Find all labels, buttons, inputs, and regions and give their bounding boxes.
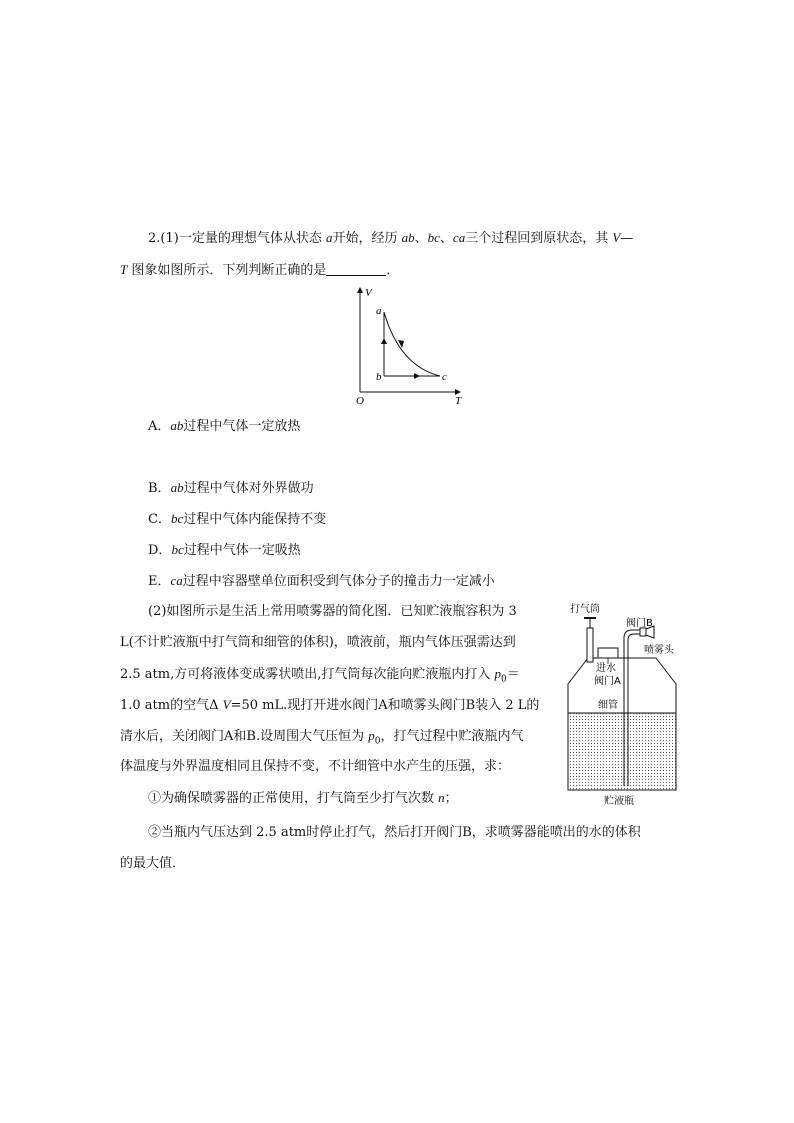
- option-text: 过程中气体内能保持不变: [183, 512, 327, 527]
- var-v: V: [612, 230, 621, 245]
- option-process: ca: [170, 573, 183, 588]
- part2-text: ，打气过程中贮液瓶内气: [380, 729, 524, 744]
- p0-subscript: 0: [501, 674, 507, 685]
- option-letter: B．: [148, 481, 171, 496]
- part2-text: 清水后，关闭阀门A和B.设周围大气压恒为: [120, 729, 369, 744]
- state-a: a: [325, 230, 333, 245]
- part2-line-5: [120, 727, 523, 751]
- process-ca-curve: [384, 312, 440, 376]
- sprayer-figure: [560, 598, 690, 808]
- option-text: 过程中气体一定吸热: [183, 543, 301, 558]
- subquestion-1: [148, 789, 458, 808]
- option-letter: A．: [148, 419, 171, 434]
- label-pump: 打气筒: [570, 604, 600, 615]
- option-e[interactable]: [148, 572, 495, 591]
- question-line-1: [148, 229, 633, 248]
- axis-v-label: V: [365, 287, 372, 299]
- p0-subscript: 0: [374, 736, 381, 747]
- option-a[interactable]: [148, 417, 300, 436]
- label-thin-tube: 细管: [598, 700, 618, 711]
- separator: 、: [439, 231, 453, 246]
- point-c-label: c: [442, 371, 447, 383]
- equals-sign: ＝: [506, 667, 520, 682]
- part2-line-2: L(不计贮液瓶中打气筒和细管的体积)，喷液前，瓶内气体压强需达到: [120, 635, 516, 650]
- process-ca: ca: [452, 230, 466, 245]
- direction-arrow-ab: [381, 338, 387, 344]
- outlet-tube-inner: [628, 634, 642, 658]
- option-letter: C．: [148, 512, 171, 527]
- question-text: 开始，经历: [332, 231, 402, 246]
- part2-text: 1.0 atm的空气Δ: [120, 698, 223, 713]
- period: ．: [386, 263, 400, 278]
- point-a-label: a: [376, 305, 382, 317]
- direction-arrow-bc: [414, 373, 420, 379]
- subquestion-2: ②当瓶内气压达到 2.5 atm时停止打气，然后打开阀门B，求喷雾器能喷出的水的体积: [148, 825, 641, 840]
- separator: 、: [414, 231, 428, 246]
- label-inlet-1: 进水: [596, 663, 616, 674]
- answer-blank[interactable]: [326, 263, 386, 276]
- option-text: 过程中气体对外界做功: [183, 481, 314, 496]
- option-process: ab: [170, 418, 184, 433]
- vt-graph: [348, 282, 473, 407]
- label-inlet-2: 阀门A: [594, 676, 621, 687]
- option-letter: E．: [148, 574, 171, 589]
- point-b-label: b: [376, 371, 382, 383]
- origin-label: O: [356, 395, 364, 407]
- part2-text: ①为确保喷雾器的正常使用，打气筒至少打气次数: [148, 791, 439, 806]
- liquid-fill: [569, 713, 676, 790]
- process-bc: bc: [427, 230, 440, 245]
- valve-a-box: [598, 648, 618, 658]
- valve-b-box: [640, 628, 646, 636]
- part2-text: =50 mL.现打开进水阀门A和喷雾头阀门B装入 2 L的: [230, 698, 540, 713]
- option-process: bc: [171, 542, 184, 557]
- label-bottle: 贮液瓶: [604, 796, 634, 807]
- question-text: 图象如图所示．下列判断正确的是: [127, 263, 327, 278]
- question-number: 2.: [148, 231, 161, 246]
- semicolon: ；: [444, 791, 458, 806]
- part2-line-4: [120, 696, 539, 715]
- var-t: T: [120, 262, 128, 277]
- part2-line-6: 体温度与外界温度相同且保持不变，不计细管中水产生的压强，求：: [120, 759, 511, 774]
- label-nozzle: 喷雾头: [644, 645, 674, 656]
- option-process: bc: [170, 511, 184, 526]
- part2-text: 2.5 atm,方可将液体变成雾状喷出,打气筒每次能向贮液瓶内打入: [120, 667, 495, 682]
- option-b[interactable]: [148, 479, 314, 498]
- option-c[interactable]: [148, 510, 326, 529]
- axis-t-label: T: [455, 395, 462, 407]
- part2-line-3: [120, 665, 520, 689]
- question-line-2: [120, 261, 399, 280]
- option-text: 过程中容器壁单位面积受到气体分子的撞击力一定减小: [182, 574, 495, 589]
- option-d[interactable]: [148, 541, 301, 560]
- label-valve-b: 阀门B: [626, 618, 653, 629]
- n-symbol: n: [438, 790, 445, 805]
- option-process: ab: [170, 480, 184, 495]
- part2-line-1: (2)如图所示是生活上常用喷雾器的简化图．已知贮液瓶容积为 3: [148, 604, 517, 619]
- question-text: 一定量的理想气体从状态: [178, 231, 326, 246]
- process-ab: ab: [401, 230, 415, 245]
- option-text: 过程中气体一定放热: [183, 419, 301, 434]
- option-letter: D．: [148, 543, 172, 558]
- p0-symbol: p: [368, 728, 375, 743]
- pump-cylinder: [587, 628, 593, 662]
- subquestion-2-cont: 的最大值．: [120, 856, 186, 871]
- question-text: 三个过程回到原状态，其: [465, 231, 613, 246]
- p0-symbol: p: [494, 666, 502, 681]
- dash: —: [620, 231, 634, 246]
- part1-prefix: (1): [160, 231, 179, 246]
- delta-v-symbol: V: [222, 697, 231, 712]
